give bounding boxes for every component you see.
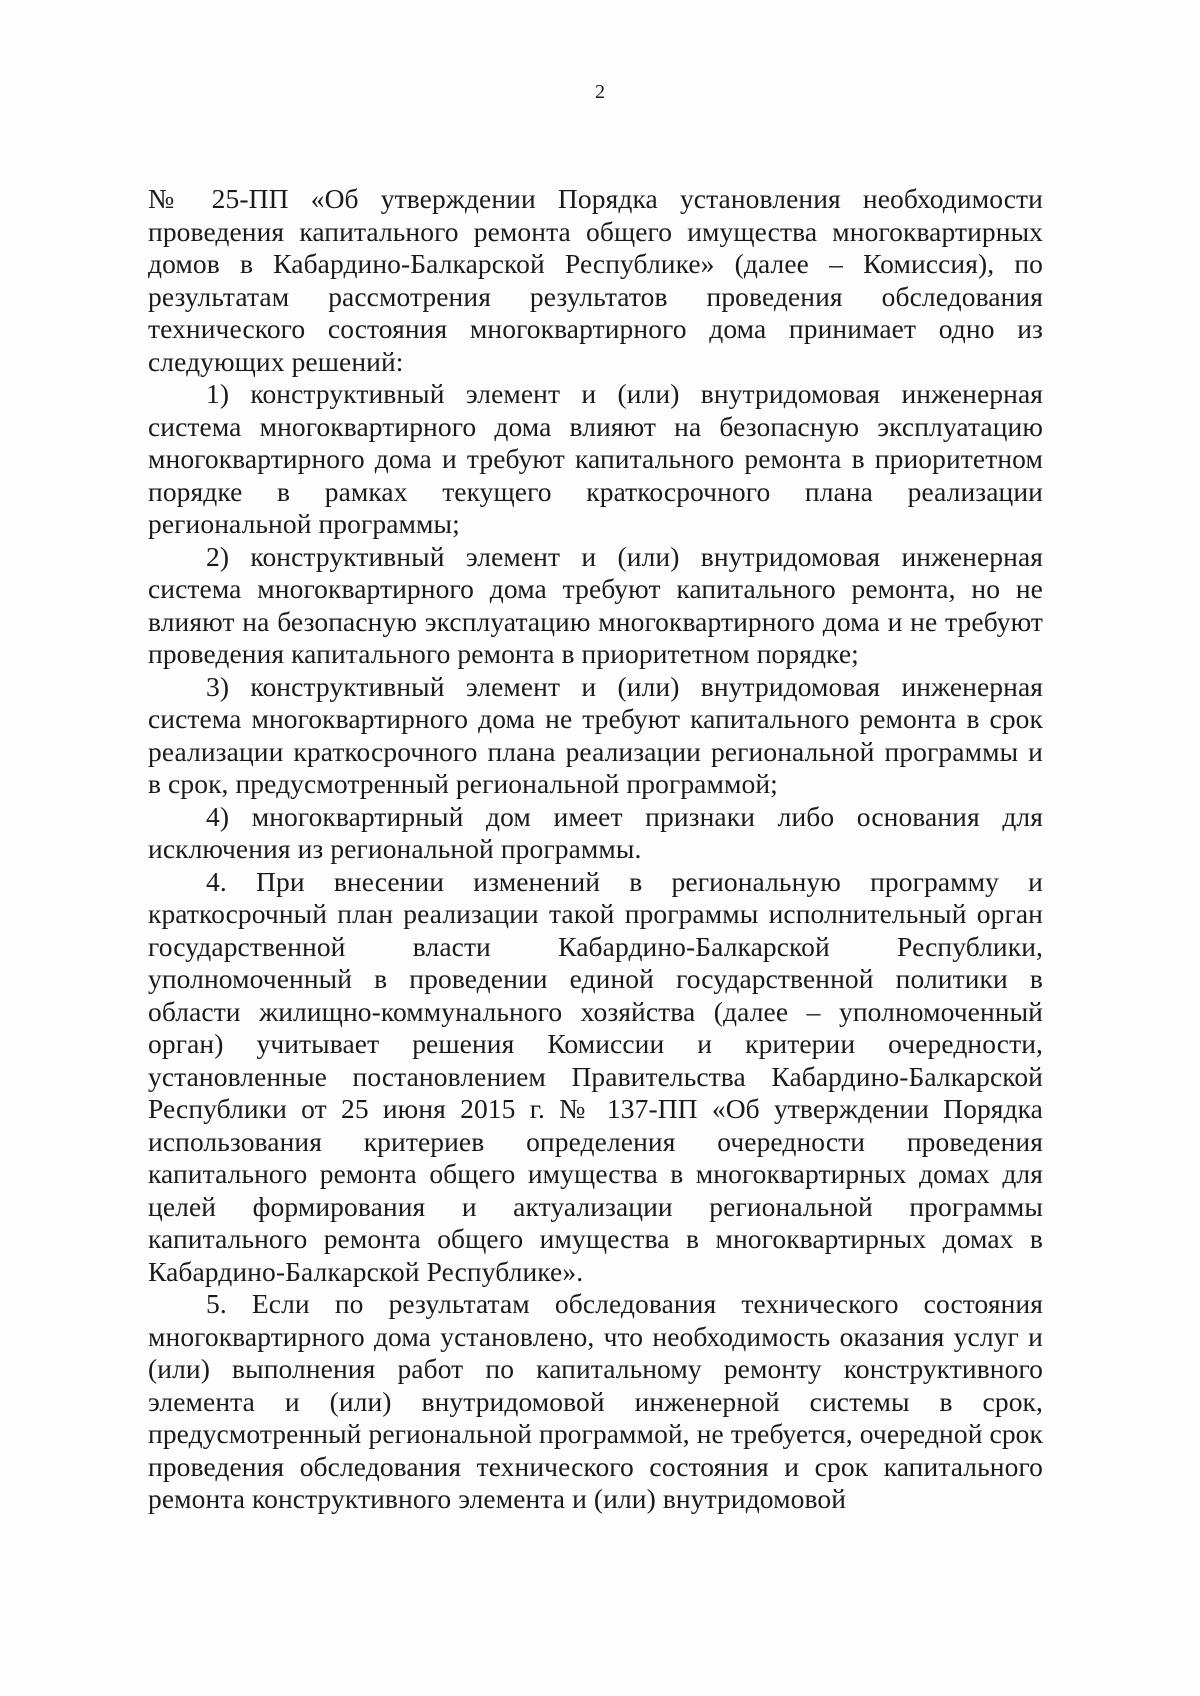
paragraph-decision-1: 1) конструктивный элемент и (или) внутридомовая инженерная система многоквартирного дома влияют на безопасную эксплуатацию многоквартирного дома и требуют капитального ремонта в приоритетном порядке в рамках текущего краткосрочного плана реализации региональной программы; (148, 378, 1043, 539)
paragraph-clause-5: 5. Если по результатам обследования технического состояния многоквартирного дома установлено, что необходимость оказания услуг и (или) выполнения работ по капитальному ремонту конструктивного элемента и (или) внутридомовой инженерной системы в срок, предусмотренный региональной программой, не требуется, очередной срок проведения обследования технического состояния и срок капитального ремонта конструктивного элемента и (или) внутридомовой (148, 1288, 1043, 1514)
paragraph-decision-4: 4) многоквартирный дом имеет признаки либо основания для исключения из региональной программы. (148, 800, 1043, 864)
paragraph-decision-3: 3) конструктивный элемент и (или) внутридомовая инженерная система многоквартирного дома не требуют капитального ремонта в срок реализации краткосрочного плана реализации региональной программы и в срок, предусмотренный региональной программой; (148, 670, 1043, 799)
paragraph-intro-continuation: № 25-ПП «Об утверждении Порядка установления необходимости проведения капитального ремонта общего имущества многоквартирных домов в Кабардино-Балкарской Республике» (далее – Комиссия), по результатам рассмотрения результатов проведения обследования технического состояния многоквартирного дома принимает одно из следующих решений: (148, 183, 1043, 377)
page-number: 2 (595, 81, 605, 103)
paragraph-clause-4: 4. При внесении изменений в региональную программу и краткосрочный план реализации такой программы исполнительный орган государственной власти Кабардино-Балкарской Республики, уполномоченный в проведении единой государственной политики в области жилищно-коммунального хозяйства (далее – уполномоченный орган) учитывает решения Комиссии и критерии очередности, установленные постановлением Правительства Кабардино-Балкарской Республики от 25 июня 2015 г. № 137-ПП «Об утверждении Порядка использования критериев определения очередности проведения капитального ремонта общего имущества в многоквартирных домах для целей формирования и актуализации региональной программы капитального ремонта общего имущества в многоквартирных домах в Кабардино-Балкарской Республике». (148, 865, 1043, 1287)
paragraph-decision-2: 2) конструктивный элемент и (или) внутридомовая инженерная система многоквартирного дома требуют капитального ремонта, но не влияют на безопасную эксплуатацию многоквартирного дома и не требуют проведения капитального ремонта в приоритетном порядке; (148, 540, 1043, 669)
document-body (148, 183, 1043, 1516)
